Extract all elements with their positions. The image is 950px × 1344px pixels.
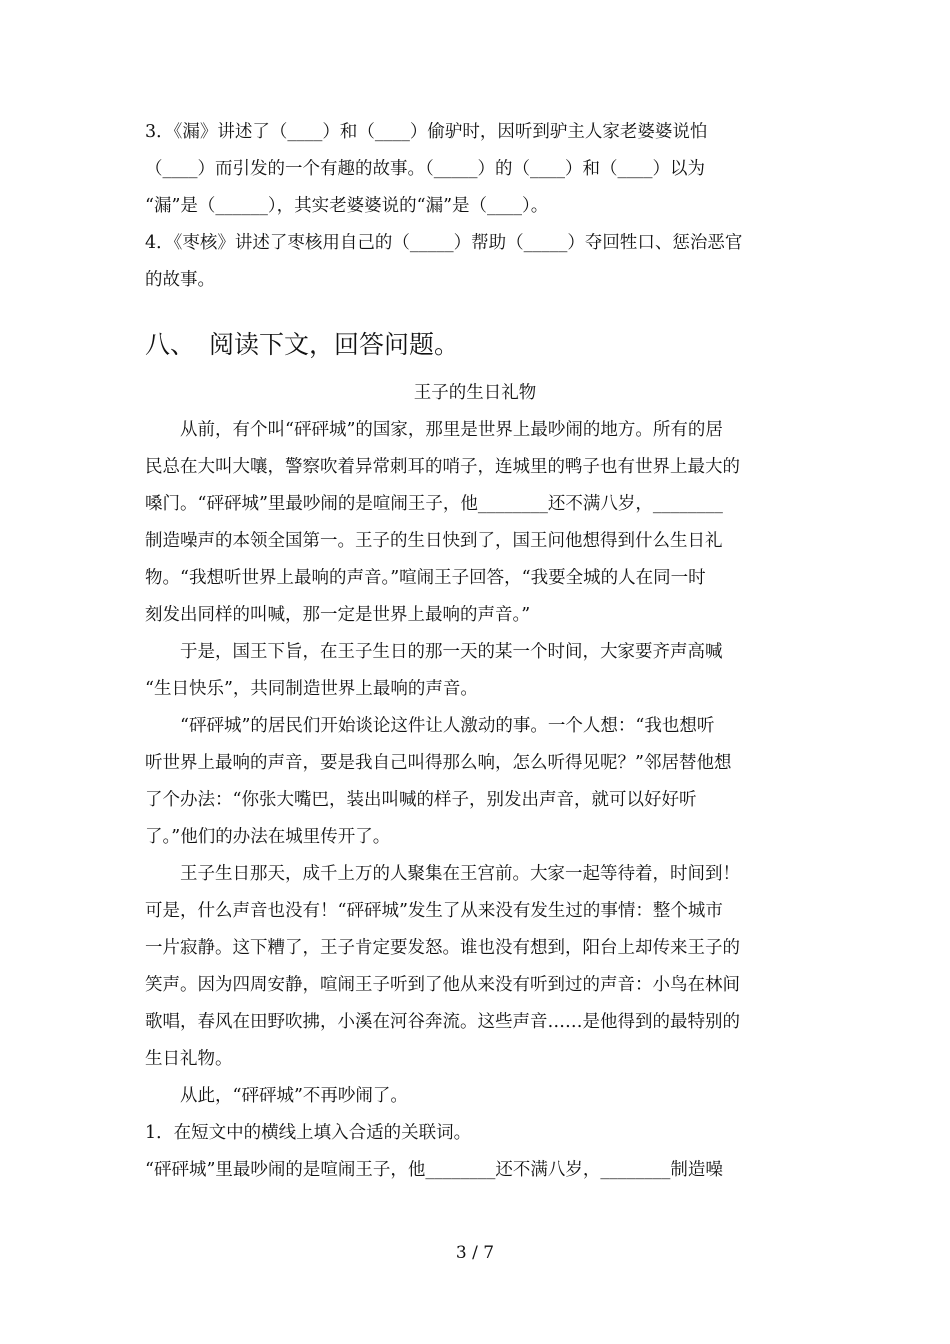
story-line: 生日礼物。: [145, 1049, 233, 1069]
story-line: 了。”他们的办法在城里传开了。: [145, 827, 391, 847]
story-line: 歌唱，春风在田野吹拂，小溪在河谷奔流。这些声音……是他得到的最特别的: [145, 1012, 740, 1032]
story-line: 刻发出同样的叫喊，那一定是世界上最响的声音。”: [145, 605, 531, 625]
story-line: 从前，有个叫“砰砰城”的国家，那里是世界上最吵闹的地方。所有的居: [180, 420, 723, 440]
page-number: 3 / 7: [455, 1243, 495, 1263]
section-number: 八、: [145, 330, 196, 359]
story-title: 王子的生日礼物: [413, 383, 537, 403]
story-line: 1．在短文中的横线上填入合适的关联词。: [145, 1123, 472, 1143]
story-line: “砰砰城”的居民们开始谈论这件让人激动的事。一个人想：“我也想听: [180, 716, 715, 736]
story-line: “生日快乐”，共同制造世界上最响的声音。: [145, 679, 478, 699]
story-line: 嗓门。“砰砰城”里最吵闹的是喧闹王子，他________还不满八岁，________: [145, 494, 723, 514]
story-line: 了个办法：“你张大嘴巴，装出叫喊的样子，别发出声音，就可以好好听: [145, 790, 697, 810]
question-line: “漏”是（______），其实老婆婆说的“漏”是（____）。: [145, 196, 549, 216]
story-line: 笑声。因为四周安静，喧闹王子听到了他从来没有听到过的声音：小鸟在林间: [145, 975, 740, 995]
story-line: 制造噪声的本领全国第一。王子的生日快到了，国王问他想得到什么生日礼: [145, 531, 723, 551]
question-line: （____）而引发的一个有趣的故事。（_____）的（____）和（____）以为: [145, 159, 705, 179]
question-line: 3．《漏》讲述了（____）和（____）偷驴时，因听到驴主人家老婆婆说怕: [145, 122, 708, 142]
section-title: 阅读下文，回答问题。: [209, 330, 460, 359]
story-line: 听世界上最响的声音，要是我自己叫得那么响，怎么听得见呢？”邻居替他想: [145, 753, 732, 773]
story-line: 于是，国王下旨，在王子生日的那一天的某一个时间，大家要齐声高喊: [180, 642, 723, 662]
questions-top: [145, 114, 805, 299]
story-line: 可是，什么声音也没有！“砰砰城”发生了从来没有发生过的事情：整个城市: [145, 901, 723, 921]
question-line: 4．《枣核》讲述了枣核用自己的（_____）帮助（_____）夺回牲口、惩治恶官: [145, 233, 743, 253]
story-line: 王子生日那天，成千上万的人聚集在王宫前。大家一起等待着，时间到！: [180, 864, 740, 884]
question-line: 的故事。: [145, 270, 215, 290]
story-line: “砰砰城”里最吵闹的是喧闹王子，他________还不满八岁，________制造噪: [145, 1160, 723, 1180]
story-line: 从此，“砰砰城”不再吵闹了。: [180, 1086, 408, 1106]
story-line: 一片寂静。这下糟了，王子肯定要发怒。谁也没有想到，阳台上却传来王子的: [145, 938, 740, 958]
story-line: 物。“我想听世界上最响的声音。”喧闹王子回答，“我要全城的人在同一时: [145, 568, 706, 588]
story-line: 民总在大叫大嚷，警察吹着异常刺耳的哨子，连城里的鸭子也有世界上最大的: [145, 457, 740, 477]
story-text: [145, 412, 805, 1189]
section-heading: [145, 325, 459, 365]
